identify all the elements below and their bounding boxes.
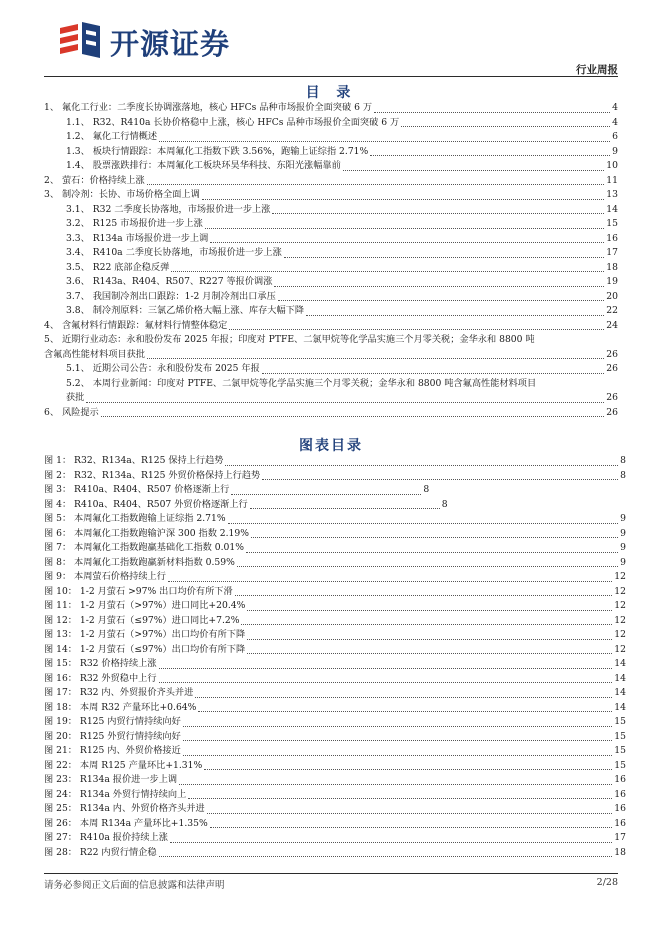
figure-page-number: 15 xyxy=(614,730,626,742)
brand-name: 开源证券 xyxy=(110,27,231,61)
leader-dots xyxy=(306,315,604,316)
figure-page-number: 8 xyxy=(441,498,448,510)
figure-page-number: 18 xyxy=(614,846,626,858)
figure-entry-text: 图 28： R22 内贸行情企稳 xyxy=(44,846,157,858)
figure-entry-text: 图 25： R134a 内、外贸价格齐头并进 xyxy=(44,803,205,814)
toc-entry[interactable] xyxy=(44,188,618,203)
toc-entry-text: 3.1、 R32 二季度长协落地，市场报价进一步上涨 xyxy=(66,203,271,215)
toc-page-number: 9 xyxy=(612,145,618,157)
toc-page-number: 6 xyxy=(612,131,618,142)
brand-mark-icon xyxy=(56,20,104,62)
figure-page-number: 12 xyxy=(614,629,626,640)
toc-entry-text: 1.1、 R32、R410a 长协价格稳中上涨，核心 HFCs 品种市场报价全面突破 6 万 xyxy=(66,116,400,128)
toc-page-number: 22 xyxy=(606,305,618,316)
toc-entry[interactable] xyxy=(44,377,618,406)
toc-entry[interactable] xyxy=(44,275,618,290)
leader-dots xyxy=(343,170,605,171)
figure-page-number: 12 xyxy=(614,614,626,626)
figure-entry-text: 图 18： 本周 R32 产量环比+0.64% xyxy=(44,701,197,713)
toc-entry[interactable] xyxy=(44,174,618,189)
leader-dots xyxy=(284,257,605,258)
toc-page-number: 17 xyxy=(606,247,618,258)
toc-entry[interactable] xyxy=(44,319,618,334)
toc-entry[interactable] xyxy=(44,406,618,421)
leader-dots xyxy=(207,813,613,814)
figure-page-number: 16 xyxy=(614,803,626,814)
figure-page-number: 16 xyxy=(614,817,626,829)
figure-entry-text: 图 3： R410a、R404、R507 价格逐渐上行 xyxy=(44,484,230,495)
figure-entry[interactable] xyxy=(44,657,626,672)
figure-entry[interactable] xyxy=(44,614,626,629)
toc-entry-text: 3.4、 R410a 二季度长协落地，市场报价进一步上涨 xyxy=(66,247,282,258)
leader-dots xyxy=(246,552,618,553)
leader-dots xyxy=(170,842,612,843)
figure-entry[interactable] xyxy=(44,556,626,571)
toc-entry[interactable] xyxy=(44,362,618,377)
figure-page-number: 15 xyxy=(614,759,626,771)
toc-entry-text: 含氟高性能材料项目获批 xyxy=(44,348,146,360)
toc-page-number: 26 xyxy=(606,406,618,418)
figure-entry-text: 图 6： 本周氟化工指数跑输沪深 300 指数 2.19% xyxy=(44,527,249,539)
page-number: 2/28 xyxy=(596,877,618,888)
toc-page-number: 4 xyxy=(612,116,618,128)
leader-dots xyxy=(159,682,613,683)
toc-page-number: 19 xyxy=(606,276,618,287)
figure-entry-text: 图 16： R32 外贸稳中上行 xyxy=(44,672,157,684)
figure-entry-text: 图 9： 本周萤石价格持续上行 xyxy=(44,571,166,582)
figure-page-number: 12 xyxy=(614,643,626,655)
table-of-contents xyxy=(44,101,618,420)
leader-dots xyxy=(210,242,604,243)
leader-dots xyxy=(370,155,610,156)
figure-entry-text: 图 26： 本周 R134a 产量环比+1.35% xyxy=(44,817,208,829)
leader-dots xyxy=(147,184,605,185)
leader-dots xyxy=(278,300,604,301)
figure-entry-text: 图 12： 1-2 月萤石（≤97%）进口同比+7.2% xyxy=(44,614,240,626)
figure-entry-text: 图 17： R32 内、外贸报价齐头并进 xyxy=(44,687,194,698)
toc-entry[interactable] xyxy=(44,101,618,116)
figure-page-number: 17 xyxy=(614,832,626,843)
figure-page-number: 9 xyxy=(620,527,626,539)
header-divider xyxy=(44,76,618,77)
figure-page-number: 15 xyxy=(614,745,626,756)
toc-entry[interactable] xyxy=(44,232,618,247)
figure-entry-text: 图 5： 本周氟化工指数跑输上证综指 2.71% xyxy=(44,513,226,524)
toc-page-number: 20 xyxy=(606,290,618,302)
figure-entry-text: 图 7： 本周氟化工指数跑赢基础化工指数 0.01% xyxy=(44,542,244,553)
leader-dots xyxy=(171,271,604,272)
leader-dots xyxy=(188,798,612,799)
figure-entry[interactable] xyxy=(44,701,626,716)
toc-entry-text: 3.6、 R143a、R404、R507、R227 等报价调涨 xyxy=(66,276,273,287)
toc-page-number: 16 xyxy=(606,232,618,244)
figure-page-number: 9 xyxy=(620,556,626,568)
leader-dots xyxy=(198,711,612,712)
toc-entry[interactable] xyxy=(44,159,618,174)
leader-dots xyxy=(86,402,604,403)
figure-entry[interactable] xyxy=(44,846,626,861)
toc-entry[interactable] xyxy=(44,261,618,276)
toc-entry-text: 3.2、 R125 市场报价进一步上涨 xyxy=(66,218,203,229)
leader-dots xyxy=(272,213,604,214)
toc-entry-text: 2、 萤石：价格持续上涨 xyxy=(44,174,145,186)
leader-dots xyxy=(202,199,605,200)
leader-dots xyxy=(205,228,605,229)
toc-page-number: 4 xyxy=(612,102,618,113)
figure-entry-text: 图 11： 1-2 月萤石（>97%）进口同比+20.4% xyxy=(44,600,246,611)
leader-dots xyxy=(237,566,618,567)
figure-entry[interactable] xyxy=(44,570,626,585)
toc-entry[interactable] xyxy=(44,333,618,362)
figure-entry[interactable] xyxy=(44,512,626,527)
leader-dots xyxy=(179,784,612,785)
leader-dots xyxy=(262,479,618,480)
figure-page-number: 12 xyxy=(614,571,626,582)
figure-entry[interactable] xyxy=(44,585,626,600)
toc-page-number: 13 xyxy=(606,189,618,200)
toc-entry-text: 3.5、 R22 底部企稳反弹 xyxy=(66,261,170,273)
leader-dots xyxy=(159,856,613,857)
figure-entry-text: 图 1： R32、R134a、R125 保持上行趋势 xyxy=(44,455,224,466)
figure-entry-text: 图 20： R125 外贸行情持续向好 xyxy=(44,730,181,742)
toc-entry-text: 获批 xyxy=(66,392,85,403)
figure-page-number: 14 xyxy=(614,687,626,698)
toc-entry-text: 1.4、 股票涨跌排行：本周氟化工板块环昊华科技、东阳光涨幅靠前 xyxy=(66,160,341,171)
toc-page-number: 14 xyxy=(606,203,618,215)
figure-entry[interactable] xyxy=(44,730,626,745)
figure-entry[interactable] xyxy=(44,643,626,658)
figure-entry-text: 图 21： R125 内、外贸价格接近 xyxy=(44,745,181,756)
toc-entry-text: 3.7、 我国制冷剂出口跟踪：1-2 月制冷剂出口承压 xyxy=(66,290,276,302)
figures-index-title: 图表目录 xyxy=(299,438,363,454)
toc-page-number: 15 xyxy=(606,218,618,229)
leader-dots xyxy=(101,416,605,417)
toc-title: 目 录 xyxy=(305,85,357,101)
leader-dots xyxy=(262,373,605,374)
leader-dots xyxy=(147,358,604,359)
figure-entry-text: 图 14： 1-2 月萤石（≤97%）出口均价有所下降 xyxy=(44,643,246,655)
toc-page-number: 11 xyxy=(606,174,618,186)
leader-dots xyxy=(183,740,613,741)
figure-entry-text: 图 27： R410a 报价持续上涨 xyxy=(44,832,168,843)
leader-dots xyxy=(247,610,612,611)
toc-page-number: 26 xyxy=(606,348,618,360)
figure-page-number: 8 xyxy=(620,455,626,466)
figures-index xyxy=(44,454,626,860)
toc-entry[interactable] xyxy=(44,130,618,145)
figure-page-number: 14 xyxy=(614,701,626,713)
toc-entry[interactable] xyxy=(44,116,618,131)
figure-entry[interactable] xyxy=(44,715,626,730)
leader-dots xyxy=(183,726,613,727)
figure-page-number: 14 xyxy=(614,658,626,669)
toc-entry-text: 5、 近期行业动态：永和股份发布 2025 年报；印度对 PTFE、二氯甲烷等化学品实施三个月零关税；金华永和 8800 吨 xyxy=(44,334,535,345)
figure-page-number: 15 xyxy=(614,716,626,727)
figure-entry[interactable] xyxy=(44,483,626,498)
leader-dots xyxy=(401,126,610,127)
toc-entry[interactable] xyxy=(44,203,618,218)
figure-page-number: 16 xyxy=(614,774,626,785)
toc-page-number: 18 xyxy=(606,261,618,273)
toc-entry-text: 3.3、 R134a 市场报价进一步上调 xyxy=(66,232,209,244)
toc-entry[interactable] xyxy=(44,246,618,261)
toc-entry-text: 3、 制冷剂：长协、市场价格全面上调 xyxy=(44,189,200,200)
figure-entry-text: 图 23： R134a 报价进一步上调 xyxy=(44,774,178,785)
figure-entry-text: 图 19： R125 内贸行情持续向好 xyxy=(44,716,181,727)
toc-entry-text: 5.1、 近期公司公告：永和股份发布 2025 年报 xyxy=(66,363,260,374)
leader-dots xyxy=(247,639,612,640)
toc-entry[interactable] xyxy=(44,217,618,232)
leader-dots xyxy=(235,595,613,596)
leader-dots xyxy=(204,769,612,770)
report-type-label: 行业周报 xyxy=(576,64,618,76)
leader-dots xyxy=(210,827,613,828)
figure-entry[interactable] xyxy=(44,672,626,687)
figure-entry[interactable] xyxy=(44,527,626,542)
figure-page-number: 12 xyxy=(614,585,626,597)
figure-page-number: 12 xyxy=(614,600,626,611)
figure-page-number: 8 xyxy=(620,469,626,481)
figure-entry[interactable] xyxy=(44,759,626,774)
toc-entry[interactable] xyxy=(44,304,618,319)
figure-page-number: 16 xyxy=(614,788,626,800)
figure-entry[interactable] xyxy=(44,831,626,846)
figure-page-number: 9 xyxy=(620,513,626,524)
toc-entry-text: 4、 含氟材料行情跟踪：氟材料行情整体稳定 xyxy=(44,319,228,331)
toc-entry-text: 1.3、 板块行情跟踪：本周氟化工指数下跌 3.56%，跑输上证综指 2.71% xyxy=(66,145,369,157)
toc-entry[interactable] xyxy=(44,145,618,160)
leader-dots xyxy=(274,286,604,287)
leader-dots xyxy=(195,697,612,698)
toc-page-number: 26 xyxy=(606,392,618,403)
footer-divider xyxy=(44,873,618,874)
leader-dots xyxy=(231,494,421,495)
toc-entry[interactable] xyxy=(44,290,618,305)
figure-entry[interactable] xyxy=(44,599,626,614)
figure-page-number: 8 xyxy=(423,484,430,495)
figure-page-number: 14 xyxy=(614,672,626,684)
figure-entry-text: 图 24： R134a 外贸行情持续向上 xyxy=(44,788,187,800)
figure-page-number: 9 xyxy=(620,542,626,553)
leader-dots xyxy=(183,755,613,756)
figure-entry-text: 图 22： 本周 R125 产量环比+1.31% xyxy=(44,759,203,771)
toc-page-number: 10 xyxy=(606,160,618,171)
toc-entry-text: 1、 氟化工行业：二季度长协调涨落地，核心 HFCs 品种市场报价全面突破 6 万 xyxy=(44,102,373,113)
footer-disclaimer: 请务必参阅正文后面的信息披露和法律声明 xyxy=(44,880,225,891)
figure-entry-text: 图 2： R32、R134a、R125 外贸价格保持上行趋势 xyxy=(44,469,261,481)
leader-dots xyxy=(168,581,612,582)
figure-entry[interactable] xyxy=(44,773,626,788)
toc-entry-text: 6、 风险提示 xyxy=(44,406,99,418)
figure-entry-text: 图 13： 1-2 月萤石（>97%）出口均价有所下降 xyxy=(44,629,246,640)
leader-dots xyxy=(247,653,612,654)
figure-entry-text: 图 4： R410a、R404、R507 外贸价格逐渐上行 xyxy=(44,498,248,510)
leader-dots xyxy=(225,465,618,466)
figure-entry[interactable] xyxy=(44,744,626,759)
figure-entry[interactable] xyxy=(44,541,626,556)
leader-dots xyxy=(251,537,618,538)
figure-entry-text: 图 10： 1-2 月萤石 >97% 出口均价有所下滑 xyxy=(44,585,233,597)
figure-entry[interactable] xyxy=(44,469,626,484)
leader-dots xyxy=(241,624,612,625)
figure-entry[interactable] xyxy=(44,817,626,832)
figure-entry[interactable] xyxy=(44,628,626,643)
toc-entry-text: 1.2、 氟化工行情概述 xyxy=(66,131,158,142)
figure-entry[interactable] xyxy=(44,498,626,513)
leader-dots xyxy=(229,329,604,330)
figure-entry[interactable] xyxy=(44,802,626,817)
toc-page-number: 24 xyxy=(606,319,618,331)
figure-entry[interactable] xyxy=(44,686,626,701)
toc-entry-text: 5.2、 本周行业新闻：印度对 PTFE、二氯甲烷等化学品实施三个月零关税；金华永和 8800 吨含氟高性能材料项目 xyxy=(66,377,537,389)
figure-entry[interactable] xyxy=(44,788,626,803)
figure-entry-text: 图 15： R32 价格持续上涨 xyxy=(44,658,157,669)
leader-dots xyxy=(159,668,613,669)
figure-entry[interactable] xyxy=(44,454,626,469)
figure-entry-text: 图 8： 本周氟化工指数跑赢新材料指数 0.59% xyxy=(44,556,235,568)
toc-page-number: 26 xyxy=(606,363,618,374)
leader-dots xyxy=(250,508,440,509)
leader-dots xyxy=(159,141,610,142)
toc-entry-text: 3.8、 制冷剂原料：三氯乙烯价格大幅上涨、库存大幅下降 xyxy=(66,305,305,316)
leader-dots xyxy=(228,523,619,524)
leader-dots xyxy=(374,112,610,113)
